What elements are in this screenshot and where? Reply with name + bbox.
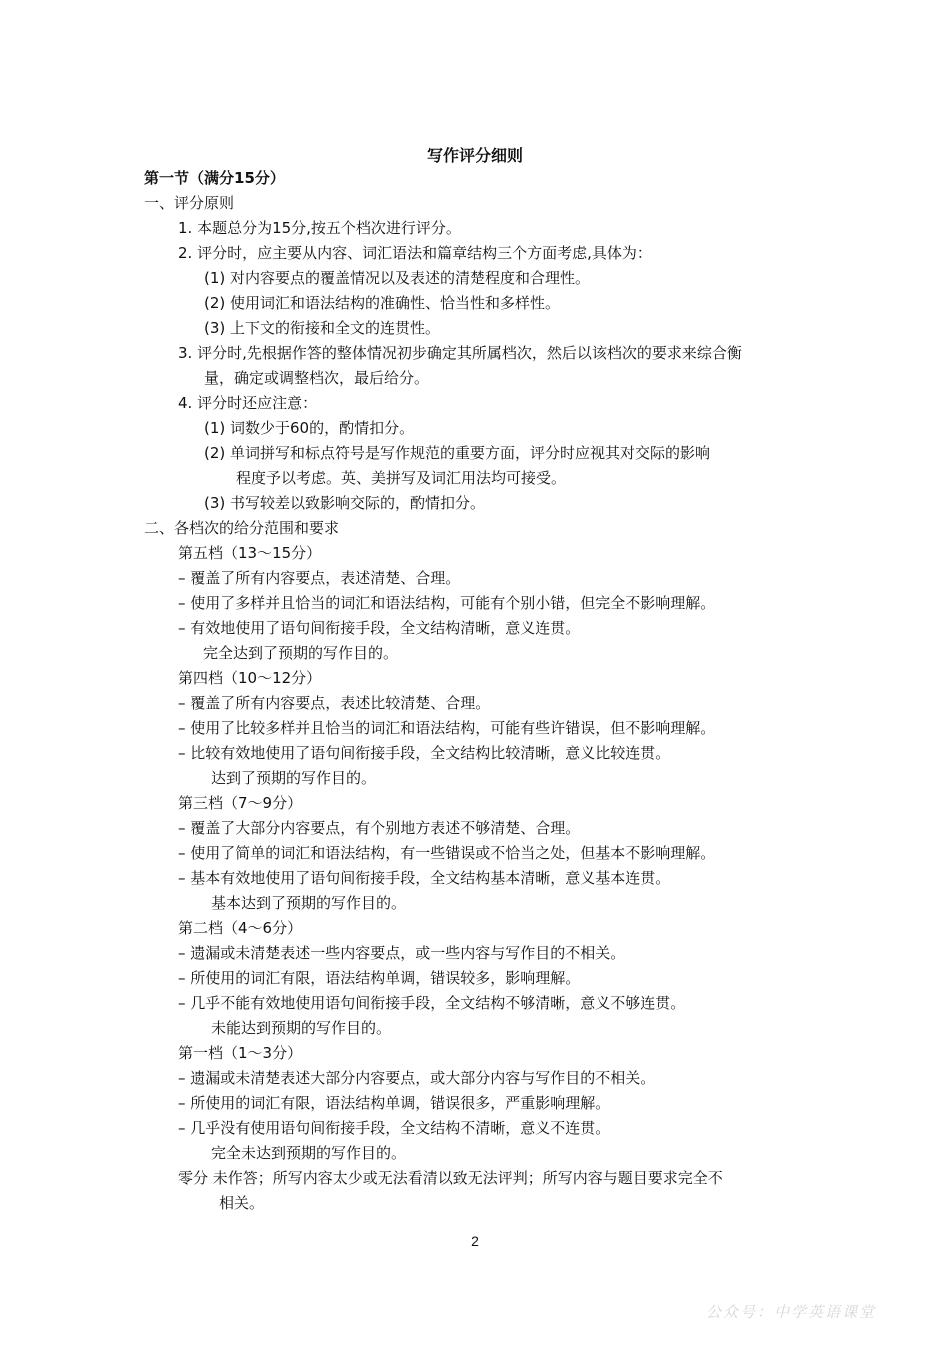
grade-5-bullet-1: – 覆盖了所有内容要点，表述清楚、合理。	[178, 569, 461, 587]
rule-item-2: 2. 评分时，应主要从内容、词汇语法和篇章结构三个方面考虑,具体为：	[178, 244, 652, 262]
zero-score-line-1: 零分 未作答；所写内容太少或无法看清以致无法评判；所写内容与题目要求完全不	[178, 1169, 723, 1187]
rule-item-4-sub-1: (1) 词数少于60的，酌情扣分。	[204, 419, 415, 437]
rule-item-2-sub-3: (3) 上下文的衔接和全文的连贯性。	[204, 319, 441, 337]
grade-3-bullet-3: – 基本有效地使用了语句间衔接手段，全文结构基本清晰，意义基本连贯。	[178, 869, 671, 887]
rule-item-3-line-1: 3. 评分时,先根据作答的整体情况初步确定其所属档次，然后以该档次的要求来综合衡	[178, 344, 742, 362]
grade-3-bullet-1: – 覆盖了大部分内容要点，有个别地方表述不够清楚、合理。	[178, 819, 581, 837]
grade-2-bullet-2: – 所使用的词汇有限，语法结构单调，错误较多，影响理解。	[178, 969, 581, 987]
part2-heading: 二、各档次的给分范围和要求	[144, 519, 340, 537]
zero-score-line-2: 相关。	[219, 1194, 265, 1212]
grade-2-label: 第二档（4～6分）	[178, 919, 303, 937]
grade-4-label: 第四档（10～12分）	[178, 669, 322, 687]
rule-item-2-sub-1: (1) 对内容要点的覆盖情况以及表述的清楚程度和合理性。	[204, 269, 591, 287]
rule-item-4-sub-3: (3) 书写较差以致影响交际的，酌情扣分。	[204, 494, 486, 512]
grade-5-label: 第五档（13～15分）	[178, 544, 322, 562]
grade-4-bullet-2: – 使用了比较多样并且恰当的词汇和语法结构，可能有些许错误，但不影响理解。	[178, 719, 716, 737]
grade-5-bullet-3: – 有效地使用了语句间衔接手段，全文结构清晰，意义连贯。	[178, 619, 581, 637]
rule-item-4-sub-2-line-1: (2) 单词拼写和标点符号是写作规范的重要方面，评分时应视其对交际的影响	[204, 444, 711, 462]
part1-heading: 一、评分原则	[144, 194, 235, 212]
document-title: 写作评分细则	[426, 146, 523, 165]
grade-5-summary: 完全达到了预期的写作目的。	[203, 644, 399, 662]
grade-3-label: 第三档（7～9分）	[178, 794, 303, 812]
page-number: 2	[471, 1233, 479, 1249]
grade-1-label: 第一档（1～3分）	[178, 1044, 303, 1062]
rule-item-1: 1. 本题总分为15分,按五个档次进行评分。	[178, 219, 461, 237]
grade-5-bullet-2: – 使用了多样并且恰当的词汇和语法结构，可能有个别小错，但完全不影响理解。	[178, 594, 716, 612]
grade-2-bullet-1: – 遗漏或未清楚表述一些内容要点，或一些内容与写作目的不相关。	[178, 944, 626, 962]
grade-4-summary: 达到了预期的写作目的。	[211, 769, 377, 787]
rule-item-4: 4. 评分时还应注意：	[178, 394, 318, 412]
rule-item-3-line-2: 量，确定或调整档次，最后给分。	[204, 369, 430, 387]
watermark: 公众号：中学英语课堂	[706, 1303, 877, 1321]
grade-3-summary: 基本达到了预期的写作目的。	[211, 894, 407, 912]
grade-3-bullet-2: – 使用了简单的词汇和语法结构，有一些错误或不恰当之处，但基本不影响理解。	[178, 844, 716, 862]
grade-1-bullet-1: – 遗漏或未清楚表述大部分内容要点，或大部分内容与写作目的不相关。	[178, 1069, 656, 1087]
grade-1-summary: 完全未达到预期的写作目的。	[211, 1144, 407, 1162]
grade-4-bullet-1: – 覆盖了所有内容要点，表述比较清楚、合理。	[178, 694, 491, 712]
grade-1-bullet-3: – 几乎没有使用语句间衔接手段，全文结构不清晰，意义不连贯。	[178, 1119, 611, 1137]
grade-4-bullet-3: – 比较有效地使用了语句间衔接手段，全文结构比较清晰，意义比较连贯。	[178, 744, 671, 762]
rule-item-2-sub-2: (2) 使用词汇和语法结构的准确性、恰当性和多样性。	[204, 294, 561, 312]
rule-item-4-sub-2-line-2: 程度予以考虑。英、美拼写及词汇用法均可接受。	[236, 469, 567, 487]
grade-2-bullet-3: – 几乎不能有效地使用语句间衔接手段，全文结构不够清晰，意义不够连贯。	[178, 994, 686, 1012]
grade-1-bullet-2: – 所使用的词汇有限，语法结构单调，错误很多，严重影响理解。	[178, 1094, 611, 1112]
section-heading: 第一节（满分15分）	[144, 169, 285, 187]
grade-2-summary: 未能达到预期的写作目的。	[211, 1019, 392, 1037]
